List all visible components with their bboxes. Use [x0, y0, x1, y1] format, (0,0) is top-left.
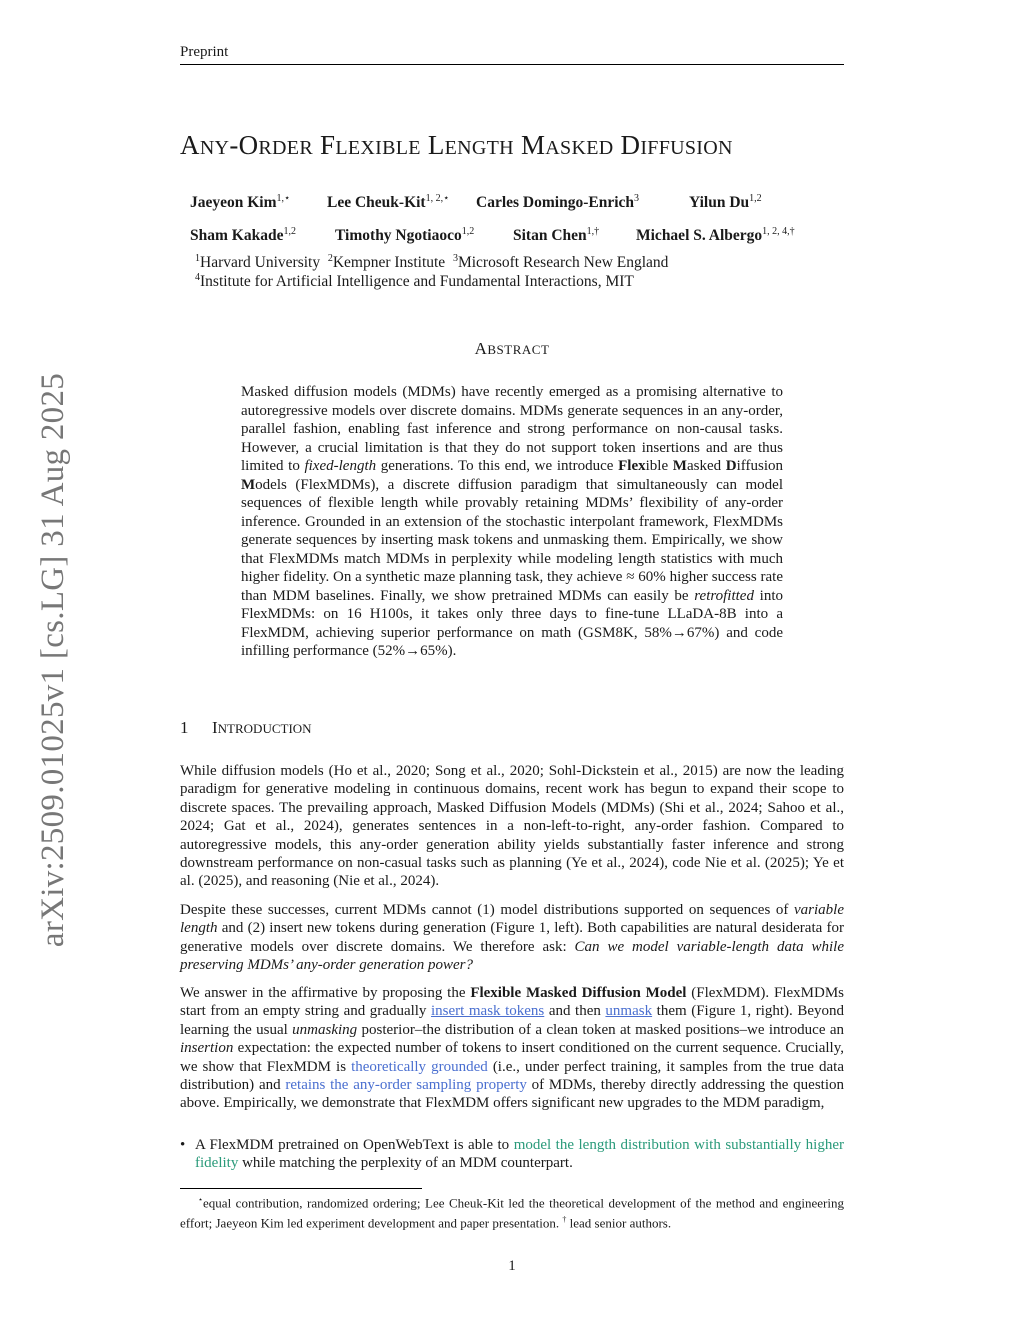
bullet-item: • A FlexMDM pretrained on OpenWebText is able to model the length distribution with substantially higher fidelity while matching the perplexity of an MDM counterpart. [180, 1137, 844, 1172]
author: Michael S. Albergo$^{1, 2, 4,\dagger}$ [636, 226, 795, 245]
link-insert-mask-tokens[interactable]: insert mask tokens [431, 1003, 545, 1020]
abstract-body: Masked diffusion models (MDMs) have recently emerged as a promising alternative to autoregressive models over discrete domains. MDMs generate sequences in an any-order, parallel fashion, enabling fast inference and strong performance on non-causal tasks. However, a crucial limitation is that they do not support token insertions and are thus limited to fixed-length generations. To this end, we introduce Flexible Masked Diffusion Models (FlexMDMs), a discrete diffusion paradigm that simultaneously can model sequences of flexible length while provably retaining MDMs’ flexibility of any-order inference. Grounded in an extension of the stochastic interpolant framework, FlexMDMs generate sequences by inserting mask tokens and unmasking them. Empirically, we show that FlexMDMs match MDMs in perplexity while modeling length statistics with much higher fidelity. On a synthetic maze planning task, they achieve ≈ 60% higher success rate than MDM baselines. Finally, we show pretrained MDMs can easily be retrofitted into FlexMDMs: on 16 H100s, it takes only three days to fine-tune LLaDA-8B into a FlexMDM, achieving superior performance on math (GSM8K, 58%→67%) and code infilling performance (52%→65%). [241, 384, 784, 659]
bullet-dot: • [180, 1137, 186, 1153]
affiliations-line-2: $^4$Institute for Artificial Intelligence and Fundamental Interactions, MIT [195, 272, 634, 291]
paper-title: ANY-ORDER FLEXIBLE LENGTH MASKED DIFFUSION [180, 130, 733, 160]
author: Yilun Du$^{1,2}$ [689, 193, 762, 212]
author: Carles Domingo-Enrich$^3$ [476, 193, 640, 212]
page-number: 1 [508, 1258, 516, 1274]
section-heading-introduction: 1 INTRODUCTION [180, 718, 312, 737]
link-unmask[interactable]: unmask [605, 1003, 653, 1020]
intro-paragraph-3: We answer in the affirmative by proposing the Flexible Masked Diffusion Model (FlexMDM). FlexMDMs start from an empty string and gradually insert mask tokens and then unmask them (Figure 1, right). Beyond learning the usual unmasking posterior–the distribution of a clean token at masked positions–we introduce an insertion expectation: the expected number of tokens to insert conditioned on the current sequence. Crucially, we show that FlexMDM is theoretically grounded (i.e., under perfect training, it samples from the true data distribution) and retains the any-order sampling property of MDMs, thereby directly addressing the question above. Empirically, we demonstrate that FlexMDM offers significant new upgrades to the MDM paradigm, [180, 985, 845, 1112]
abstract-heading: ABSTRACT [474, 339, 550, 358]
link-any-order-sampling[interactable]: retains the any-order sampling property [285, 1077, 527, 1094]
link-theoretically-grounded[interactable]: theoretically grounded [351, 1058, 488, 1075]
intro-paragraph-1: While diffusion models (Ho et al., 2020; Song et al., 2020; Sohl-Dickstein et al., 2015) are now the leading paradigm for generative modeling in continuous domains, recent work has begun to expand their scope to discrete spaces. The prevailing approach, Masked Diffusion Models (MDMs) (Shi et al., 2024; Sahoo et al., 2024; Gat et al., 2024), generates sentences in a non-left-to-right, any-order fashion. Compared to autoregressive models, this any-order generation ability yields substantially faster inference and strong downstream performance on non-casual tasks such as planning (Ye et al., 2024), code Nie et al. (2025); Ye et al. (2025), and reasoning (Nie et al., 2024). [180, 763, 844, 890]
author: Lee Cheuk-Kit$^{1, 2,⋆}$ [327, 193, 450, 212]
author: Jaeyeon Kim$^{1,⋆}$ [190, 193, 291, 212]
footnote: ⋆equal contribution, randomized ordering; Lee Cheuk-Kit led the theoretical development of the method and engineering effort; Jaeyeon Kim led experiment development and paper presentation. † lead senior authors. [180, 1195, 844, 1231]
author: Timothy Ngotiaoco$^{1,2}$ [335, 226, 475, 245]
author: Sham Kakade$^{1,2}$ [190, 226, 296, 245]
author: Sitan Chen$^{1,\dagger}$ [513, 226, 600, 245]
intro-paragraph-2: Despite these successes, current MDMs cannot (1) model distributions supported on sequences of variable length and (2) insert new tokens during generation (Figure 1, left). Both capabilities are natural desiderata for generative models over discrete domains. We therefore ask: Can we model variable-length data while preserving MDMs’ any-order generation power? [180, 902, 845, 974]
arxiv-side-stamp: arXiv:2509.01025v1 [cs.LG] 31 Aug 2025 [35, 372, 71, 948]
running-head: Preprint [180, 44, 229, 60]
link-length-distribution[interactable]: model the length distribution with substantially higher fidelity [195, 1137, 844, 1172]
header-rule [180, 64, 844, 65]
footnote-rule [180, 1188, 422, 1189]
affiliations-line-1: $^1$Harvard University $^2$Kempner Institute $^3$Microsoft Research New England [195, 253, 669, 272]
